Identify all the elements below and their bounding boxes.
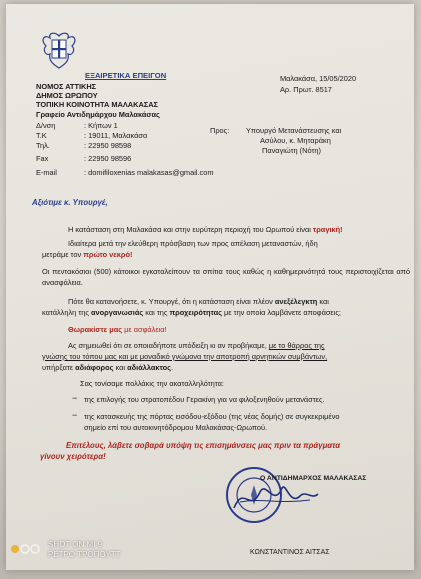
text-span: πρώτο νεκρό!	[83, 250, 133, 259]
greeting: Αξιότιμε κ. Υπουργέ,	[32, 198, 108, 207]
recipient-line: Υπουργό Μετανάστευσης και	[246, 126, 342, 135]
text-span: .	[170, 363, 174, 372]
contact-value: : 22950 98598	[84, 141, 132, 150]
contact-label: Τ.Κ	[36, 131, 47, 140]
contact-label: Δ/νση	[36, 121, 56, 130]
text-span: Πότε θα κατανοήσετε, κ. Υπουργέ, ότι η κατάσταση είναι πλέον	[68, 297, 275, 306]
contact-value: : 19011, Μαλακάσα	[84, 131, 148, 140]
recipient-line: Παναγιώτη (Νότη)	[262, 146, 321, 155]
contact-value: : 22950 98596	[84, 154, 132, 163]
contact-value: : domifiloxenias malakasas@gmail.com	[84, 168, 214, 177]
bullet-marker: −	[72, 393, 78, 403]
paragraph-4	[42, 296, 410, 318]
paragraph-7	[42, 378, 410, 389]
bullet-item: σημείο επί του αυτοκινητόδρομου Μαλακάσας-Ωρωπού.	[84, 423, 268, 432]
paragraph-1	[42, 224, 410, 235]
contact-label: E-mail	[36, 168, 57, 177]
text-span: υπήρξατε	[42, 363, 76, 372]
community-name: ΤΟΠΙΚΗ ΚΟΙΝΟΤΗΤΑ ΜΑΛΑΚΑΣΑΣ	[36, 100, 158, 109]
text-span: Θωρακίστε μας	[68, 325, 123, 334]
text-span: κατάλληλη της	[42, 308, 91, 317]
text-span: και της	[143, 308, 170, 317]
text-span: ανεξέλεγκτη	[274, 297, 318, 306]
watermark-line: SHOT ON MI 9	[48, 540, 103, 549]
prefecture-name: ΝΟΜΟΣ ΑΤΤΙΚΗΣ	[36, 82, 97, 91]
text-span: Η κατάσταση στη Μαλακάσα και στην ευρύτερη περιοχή του Ωρωπού είναι	[68, 225, 313, 234]
text-span: προχειρότητας	[169, 308, 222, 317]
text-span: Σας τονίσαμε πολλάκις την ακαταλληλότητα:	[80, 379, 224, 388]
text-span: τραγική!	[312, 225, 343, 234]
bullet-item: της κατασκευής της πόρτας εισόδου-εξόδου (της νέας δομής) σε συγκεκριμένο	[84, 412, 340, 421]
greek-coat-of-arms-icon	[38, 30, 80, 70]
handwritten-signature-icon	[230, 478, 320, 518]
watermark-line: ΡΕΤΡΟ ΤΡΟΠΟΥΤΤ	[48, 550, 121, 559]
paragraph-2	[42, 238, 410, 260]
text-span: Οι πεντακόσιοι (500) κάτοικοι εγκαταλείπουν τα σπίτια τους καθώς η καθημερινότητά τους περιστοιχίζεται από ανασφάλεια.	[42, 267, 410, 287]
contact-value: : Κήπων 1	[84, 121, 118, 130]
text-span: και	[317, 297, 329, 306]
paragraph-5	[42, 324, 410, 335]
camera-dots-icon	[10, 543, 42, 555]
text-span: με το θάρρος της	[268, 341, 325, 350]
text-span: Ιδιαίτερα μετά την ελεύθερη πρόσβαση των προς απέλαση μεταναστών, ήδη	[68, 239, 318, 248]
text-span: γνώσης του τόπου μας και με μοναδικό γνώμονα την αποτροπή αρνητικών συμβάντων,	[42, 352, 328, 361]
recipient-line: Ασύλου, κ. Μηταράκη	[260, 136, 331, 145]
text-span: μετράμε τον	[42, 250, 84, 259]
office-name: Γραφείο Αντιδημάρχου Μαλακάσας	[36, 110, 160, 119]
bullet-marker: −	[72, 410, 78, 420]
camera-watermark	[48, 540, 121, 560]
paragraph-3	[42, 266, 410, 288]
text-span: με την οποία λαμβάνετε αποφάσεις;	[221, 308, 341, 317]
municipality-name: ΔΗΜΟΣ ΩΡΩΠΟΥ	[36, 91, 98, 100]
letter-date: Μαλακάσα, 15/05/2020	[280, 74, 357, 83]
bullet-item: της επιλογής του στρατοπέδου Γερακίνη για να φιλοξενηθούν μετανάστες.	[84, 395, 325, 404]
closing-line: γίνουν χειρότερα!	[40, 452, 106, 461]
recipient-label: Προς:	[210, 126, 230, 135]
text-span: Ας σημειωθεί ότι σε οποιαδήποτε υπόδειξη κι αν προβήκαμε,	[68, 341, 269, 350]
protocol-number: Αρ. Πρωτ. 8517	[280, 85, 332, 94]
text-span: αδιάλλακτος	[127, 363, 171, 372]
text-span: ανοργανωσιάς	[90, 308, 144, 317]
text-span: αδιάφορος	[75, 363, 114, 372]
closing-line: Επιτέλους, λάβετε σοβαρά υπόψη τις επισημάνσεις μας πριν τα πράγματα	[66, 441, 341, 450]
signatory-title: Ο ΑΝΤΙΔΗΜΑΡΧΟΣ ΜΑΛΑΚΑΣΑΣ	[260, 475, 367, 482]
contact-label: Τηλ.	[36, 141, 50, 150]
contact-label: Fax	[36, 154, 49, 163]
urgent-heading: ΕΞΑΙΡΕΤΙΚΑ ΕΠΕΙΓΟΝ	[85, 71, 167, 80]
text-span: και	[113, 363, 128, 372]
signatory-name: ΚΩΝΣΤΑΝΤΙΝΟΣ ΑΙΤΣΑΣ	[250, 549, 330, 556]
text-span: με ασφάλεια!	[122, 325, 167, 334]
paragraph-6	[42, 340, 410, 373]
